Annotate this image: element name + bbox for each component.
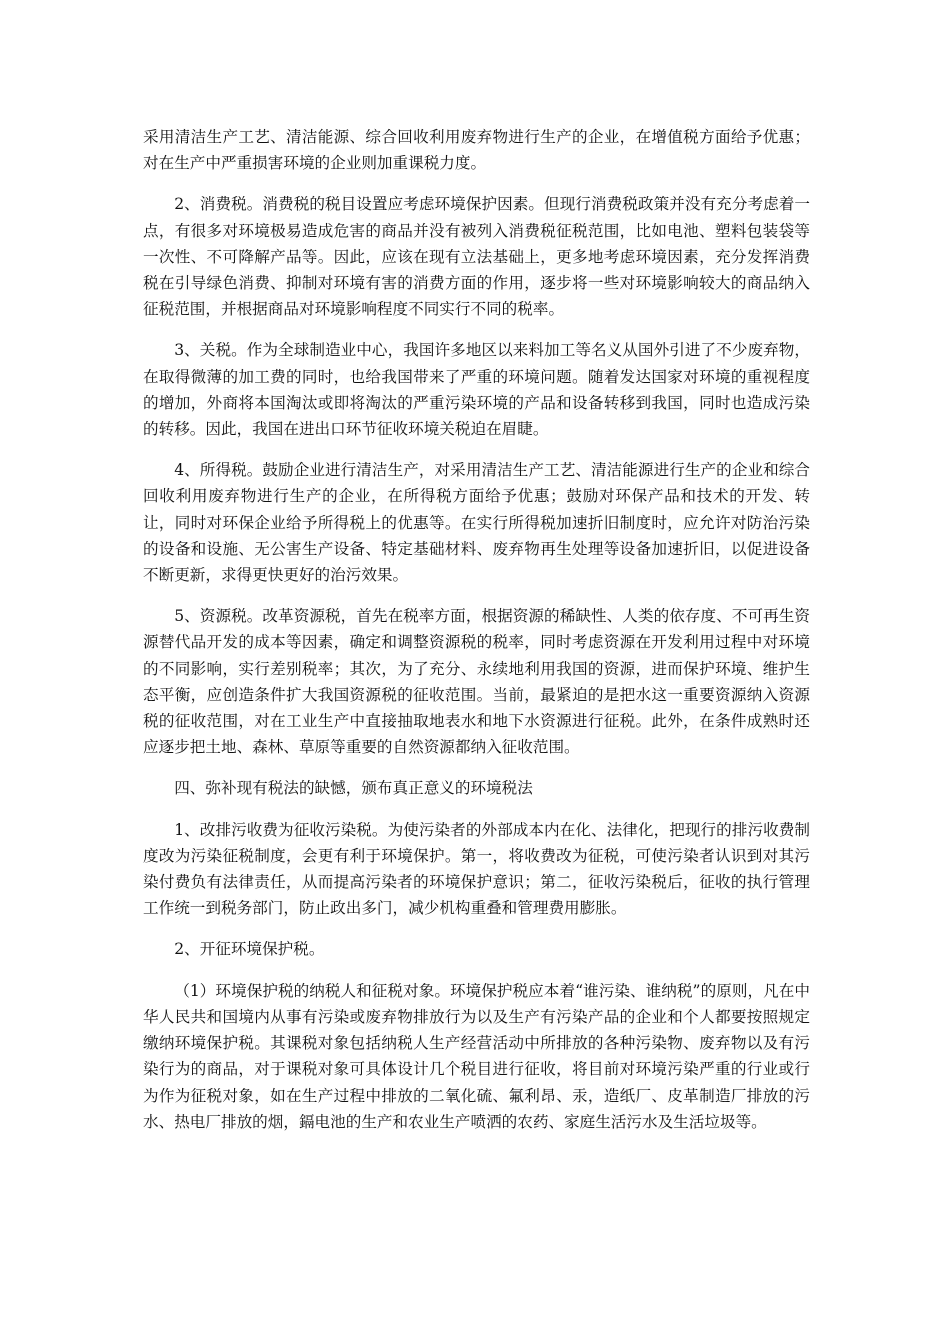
paragraph-pollution-tax: 1、改排污收费为征收污染税。为使污染者的外部成本内在化、法律化，把现行的排污收费制度改为污染征税制度，会更有利于环境保护。第一，将收费改为征税，可使污染者认识到对其污染付费负有法律责任，从而提高污染者的环境保护意识；第二，征收污染税后，征收的执行管理工作统一到税务部门，防止政出多门，减少机构重叠和管理费用膨胀。	[143, 820, 810, 918]
paragraph-vat-continuation: 采用清洁生产工艺、清洁能源、综合回收利用废弃物进行生产的企业，在增值税方面给予优惠；对在生产中严重损害环境的企业则加重课税力度。	[143, 128, 810, 173]
paragraph-taxpayers-and-objects: （1）环境保护税的纳税人和征税对象。环境保护税应本着“谁污染、谁纳税”的原则，凡在中华人民共和国境内从事有污染或废弃物排放行为以及生产有污染产品的企业和个人都要按照规定缴纳环境保护税。其课税对象包括纳税人生产经营活动中所排放的各种污染物、废弃物以及有污染行为的商品，对于课税对象可具体设计几个税目进行征收，将目前对环境污染严重的行业或行为作为征税对象，如在生产过程中排放的二氧化硫、氟利昂、汞，造纸厂、皮革制造厂排放的污水、热电厂排放的烟，鎘电池的生产和农业生产喷洒的农药、家庭生活污水及生活垃圾等。	[143, 981, 810, 1131]
document-body	[143, 124, 810, 1150]
paragraph-income-tax: 4、所得税。鼓励企业进行清洁生产，对采用清洁生产工艺、清洁能源进行生产的企业和综合回收利用废弃物进行生产的企业，在所得税方面给予优惠；鼓励对环保产品和技术的开发、转让，同时对环保企业给予所得税上的优惠等。在实行所得税加速折旧制度时，应允许对防治污染的设备和设施、无公害生产设备、特定基础材料、废弃物再生处理等设备加速折旧，以促进设备不断更新，求得更快更好的治污效果。	[143, 461, 810, 585]
paragraph-resource-tax: 5、资源税。改革资源税，首先在税率方面，根据资源的稀缺性、人类的依存度、不可再生资源替代品开发的成本等因素，确定和调整资源税的税率，同时考虑资源在开发利用过程中对环境的不同影响，实行差别税率；其次，为了充分、永续地利用我国的资源，进而保护环境、维护生态平衡，应创造条件扩大我国资源税的征收范围。当前，最紧迫的是把水这一重要资源纳入资源税的征收范围，对在工业生产中直接抽取地表水和地下水资源进行征税。此外，在条件成熟时还应逐步把土地、森林、草原等重要的自然资源都纳入征收范围。	[143, 607, 810, 757]
paragraph-consumption-tax: 2、消费税。消费税的税目设置应考虑环境保护因素。但现行消费税政策并没有充分考虑着一点，有很多对环境极易造成危害的商品并没有被列入消费税征税范围，比如电池、塑料包装袋等一次性、不可降解产品等。因此，应该在现有立法基础上，更多地考虑环境因素，充分发挥消费税在引导绿色消费、抑制对环境有害的消费方面的作用，逐步将一些对环境影响较大的商品纳入征税范围，并根据商品对环境影响程度不同实行不同的税率。	[143, 195, 810, 319]
paragraph-env-protection-tax-heading: 2、开征环境保护税。	[174, 940, 325, 959]
paragraph-tariff: 3、关税。作为全球制造业中心，我国许多地区以来料加工等名义从国外引进了不少废弃物，在取得微薄的加工费的同时，也给我国带来了严重的环境问题。随着发达国家对环境的重视程度的增加，外商将本国淘汰或即将淘汰的严重污染环境的产品和设备转移到我国，同时也造成污染的转移。因此，我国在进出口环节征收环境关税迫在眉睫。	[143, 341, 810, 439]
section-heading-four: 四、弥补现有税法的缺憾，颁布真正意义的环境税法	[174, 779, 533, 798]
